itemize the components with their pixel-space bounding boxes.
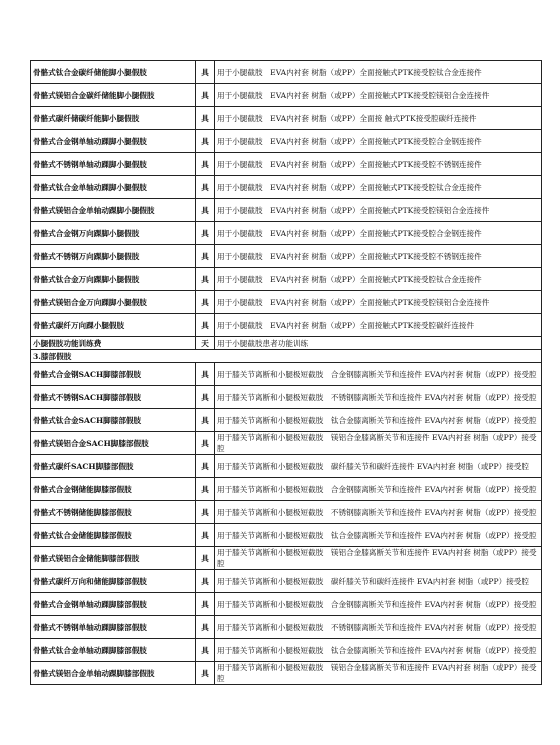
product-name-cell: 骨骼式不锈钢万向踝脚小腿假肢 (31, 245, 196, 268)
product-name-cell: 骨骼式碳纤万向和储能脚膝部假肢 (31, 570, 196, 593)
table-row (31, 570, 542, 593)
product-name-cell: 骨骼式钛合金碳纤储能脚小腿假肢 (31, 61, 196, 84)
description-cell: 用于膝关节离断和小腿极短截肢 钛合金膝离断关节和连接件 EVA内衬套 树脂（或PP）接受腔 (215, 409, 542, 432)
description-cell: 用于膝关节离断和小腿极短截肢 镁铝合金膝离断关节和连接件 EVA内衬套 树脂（或PP）接受腔 (215, 432, 542, 455)
unit-cell: 具 (196, 570, 215, 593)
product-name-cell: 骨骼式合金钢储能脚膝部假肢 (31, 478, 196, 501)
product-name-cell: 骨骼式合金钢SACH脚膝部假肢 (31, 363, 196, 386)
product-name-cell: 骨骼式合金钢万向踝脚小腿假肢 (31, 222, 196, 245)
table-row (31, 662, 542, 685)
unit-cell: 具 (196, 409, 215, 432)
description-cell: 用于小腿截肢 EVA内衬套 树脂（或PP）全面接触式PTK接受腔镁铝合金连接件 (215, 84, 542, 107)
table-row (31, 153, 542, 176)
unit-cell: 具 (196, 61, 215, 84)
description-cell: 用于小腿截肢 EVA内衬套 树脂（或PP）全面接触式PTK接受腔钛合金连接件 (215, 61, 542, 84)
table-row (31, 616, 542, 639)
unit-cell: 具 (196, 130, 215, 153)
description-cell: 用于膝关节离断和小腿极短截肢 碳纤膝关节和碳纤连接件 EVA内衬套 树脂（或PP）接受腔 (215, 570, 542, 593)
unit-cell: 具 (196, 478, 215, 501)
description-cell: 用于小腿截肢 EVA内衬套 树脂（或PP）全面接触式PTK接受腔镁铝合金连接件 (215, 199, 542, 222)
unit-cell: 具 (196, 107, 215, 130)
unit-cell: 具 (196, 432, 215, 455)
table-row (31, 524, 542, 547)
table-row (31, 455, 542, 478)
product-name-cell: 骨骼式钛合金SACH脚膝部假肢 (31, 409, 196, 432)
unit-cell: 具 (196, 363, 215, 386)
table-row (31, 199, 542, 222)
unit-cell: 具 (196, 291, 215, 314)
unit-cell: 具 (196, 268, 215, 291)
description-cell: 用于小腿截肢患者功能训练 (215, 337, 542, 350)
description-cell: 用于膝关节离断和小腿极短截肢 不锈钢膝离断关节和连接件 EVA内衬套 树脂（或PP）接受腔 (215, 386, 542, 409)
description-cell: 用于小腿截肢 EVA内衬套 树脂（或PP）全面接触式PTK接受腔钛合金连接件 (215, 176, 542, 199)
table-row (31, 130, 542, 153)
table-row (31, 593, 542, 616)
table-row (31, 432, 542, 455)
unit-cell: 具 (196, 199, 215, 222)
table-row (31, 245, 542, 268)
description-cell: 用于小腿截肢 EVA内衬套 树脂（或PP）全面接触式PTK接受腔合金钢连接件 (215, 130, 542, 153)
product-name-cell: 骨骼式镁铝合金单轴动踝脚膝部假肢 (31, 662, 196, 685)
unit-cell: 具 (196, 662, 215, 685)
unit-cell: 具 (196, 245, 215, 268)
description-cell: 用于小腿截肢 EVA内衬套 树脂（或PP）全面接触式PTK接受腔碳纤连接件 (215, 314, 542, 337)
product-name-cell: 骨骼式镁铝合金万向踝脚小腿假肢 (31, 291, 196, 314)
description-cell: 用于膝关节离断和小腿极短截肢 合金钢膝离断关节和连接件 EVA内衬套 树脂（或PP）接受腔 (215, 363, 542, 386)
description-cell: 用于膝关节离断和小腿极短截肢 镁铝合金膝离断关节和连接件 EVA内衬套 树脂（或PP）接受腔 (215, 662, 542, 685)
table-row (31, 107, 542, 130)
unit-cell: 天 (196, 337, 215, 350)
unit-cell: 具 (196, 616, 215, 639)
product-name-cell: 骨骼式碳纤储碳纤能脚小腿假肢 (31, 107, 196, 130)
description-cell: 用于膝关节离断和小腿极短截肢 镁铝合金膝离断关节和连接件 EVA内衬套 树脂（或PP）接受腔 (215, 547, 542, 570)
description-cell: 用于膝关节离断和小腿极短截肢 不锈钢膝离断关节和连接件 EVA内衬套 树脂（或PP）接受腔 (215, 501, 542, 524)
table-row (31, 222, 542, 245)
product-table-body (31, 61, 542, 685)
description-cell: 用于膝关节离断和小腿极短截肢 钛合金膝离断关节和连接件 EVA内衬套 树脂（或PP）接受腔 (215, 639, 542, 662)
unit-cell: 具 (196, 386, 215, 409)
table-row (31, 363, 542, 386)
table-row (31, 268, 542, 291)
unit-cell: 具 (196, 593, 215, 616)
product-name-cell: 骨骼式钛合金单轴动踝脚小腿假肢 (31, 176, 196, 199)
table-row (31, 409, 542, 432)
unit-cell: 具 (196, 639, 215, 662)
description-cell: 用于小腿截肢 EVA内衬套 树脂（或PP）全面接触式PTK接受腔合金钢连接件 (215, 222, 542, 245)
table-row (31, 291, 542, 314)
product-name-cell: 骨骼式不锈钢单轴动踝脚膝部假肢 (31, 616, 196, 639)
section-heading-row (31, 350, 542, 363)
unit-cell: 具 (196, 222, 215, 245)
unit-cell: 具 (196, 501, 215, 524)
product-table (30, 60, 542, 685)
description-cell: 用于膝关节离断和小腿极短截肢 合金钢膝离断关节和连接件 EVA内衬套 树脂（或PP）接受腔 (215, 478, 542, 501)
table-row (31, 478, 542, 501)
table-row (31, 61, 542, 84)
unit-cell: 具 (196, 455, 215, 478)
product-name-cell: 骨骼式镁铝合金单轴动踝脚小腿假肢 (31, 199, 196, 222)
description-cell: 用于小腿截肢 EVA内衬套 树脂（或PP）全面接触式PTK接受腔不锈钢连接件 (215, 245, 542, 268)
table-row (31, 501, 542, 524)
product-name-cell: 骨骼式镁铝合金储能脚膝部假肢 (31, 547, 196, 570)
table-row (31, 337, 542, 350)
product-name-cell: 小腿假肢功能训练费 (31, 337, 196, 350)
product-name-cell: 骨骼式不锈钢单轴动踝脚小腿假肢 (31, 153, 196, 176)
description-cell: 用于小腿截肢 EVA内衬套 树脂（或PP）全面接触式PTK接受腔不锈钢连接件 (215, 153, 542, 176)
table-row (31, 386, 542, 409)
description-cell: 用于膝关节离断和小腿极短截肢 碳纤膝关节和碳纤连接件 EVA内衬套 树脂（或PP）接受腔 (215, 455, 542, 478)
unit-cell: 具 (196, 153, 215, 176)
product-name-cell: 骨骼式钛合金储能脚膝部假肢 (31, 524, 196, 547)
product-name-cell: 骨骼式镁铝合金SACH脚膝部假肢 (31, 432, 196, 455)
table-row (31, 176, 542, 199)
description-cell: 用于小腿截肢 EVA内衬套 树脂（或PP）全面接 触式PTK接受腔碳纤连接件 (215, 107, 542, 130)
description-cell: 用于膝关节离断和小腿极短截肢 合金钢膝离断关节和连接件 EVA内衬套 树脂（或PP）接受腔 (215, 593, 542, 616)
description-cell: 用于小腿截肢 EVA内衬套 树脂（或PP）全面接触式PTK接受腔钛合金连接件 (215, 268, 542, 291)
unit-cell: 具 (196, 84, 215, 107)
unit-cell: 具 (196, 314, 215, 337)
product-name-cell: 骨骼式合金钢单轴动踝脚小腿假肢 (31, 130, 196, 153)
product-name-cell: 骨骼式钛合金万向踝脚小腿假肢 (31, 268, 196, 291)
product-name-cell: 骨骼式碳纤万向踝小腿假肢 (31, 314, 196, 337)
unit-cell: 具 (196, 524, 215, 547)
product-name-cell: 骨骼式不锈钢SACH脚膝部假肢 (31, 386, 196, 409)
description-cell: 用于膝关节离断和小腿极短截肢 不锈钢膝离断关节和连接件 EVA内衬套 树脂（或PP）接受腔 (215, 616, 542, 639)
product-name-cell: 骨骼式不锈钢储能脚膝部假肢 (31, 501, 196, 524)
table-row (31, 314, 542, 337)
product-name-cell: 骨骼式碳纤SACH脚膝部假肢 (31, 455, 196, 478)
product-name-cell: 骨骼式钛合金单轴动踝脚膝部假肢 (31, 639, 196, 662)
description-cell: 用于膝关节离断和小腿极短截肢 钛合金膝离断关节和连接件 EVA内衬套 树脂（或PP）接受腔 (215, 524, 542, 547)
table-row (31, 547, 542, 570)
description-cell: 用于小腿截肢 EVA内衬套 树脂（或PP）全面接触式PTK接受腔镁铝合金连接件 (215, 291, 542, 314)
unit-cell: 具 (196, 176, 215, 199)
unit-cell: 具 (196, 547, 215, 570)
section-title: 3.膝部假肢 (31, 350, 542, 363)
table-row (31, 639, 542, 662)
product-name-cell: 骨骼式镁铝合金碳纤储能脚小腿假肢 (31, 84, 196, 107)
product-name-cell: 骨骼式合金钢单轴动踝脚膝部假肢 (31, 593, 196, 616)
table-row (31, 84, 542, 107)
